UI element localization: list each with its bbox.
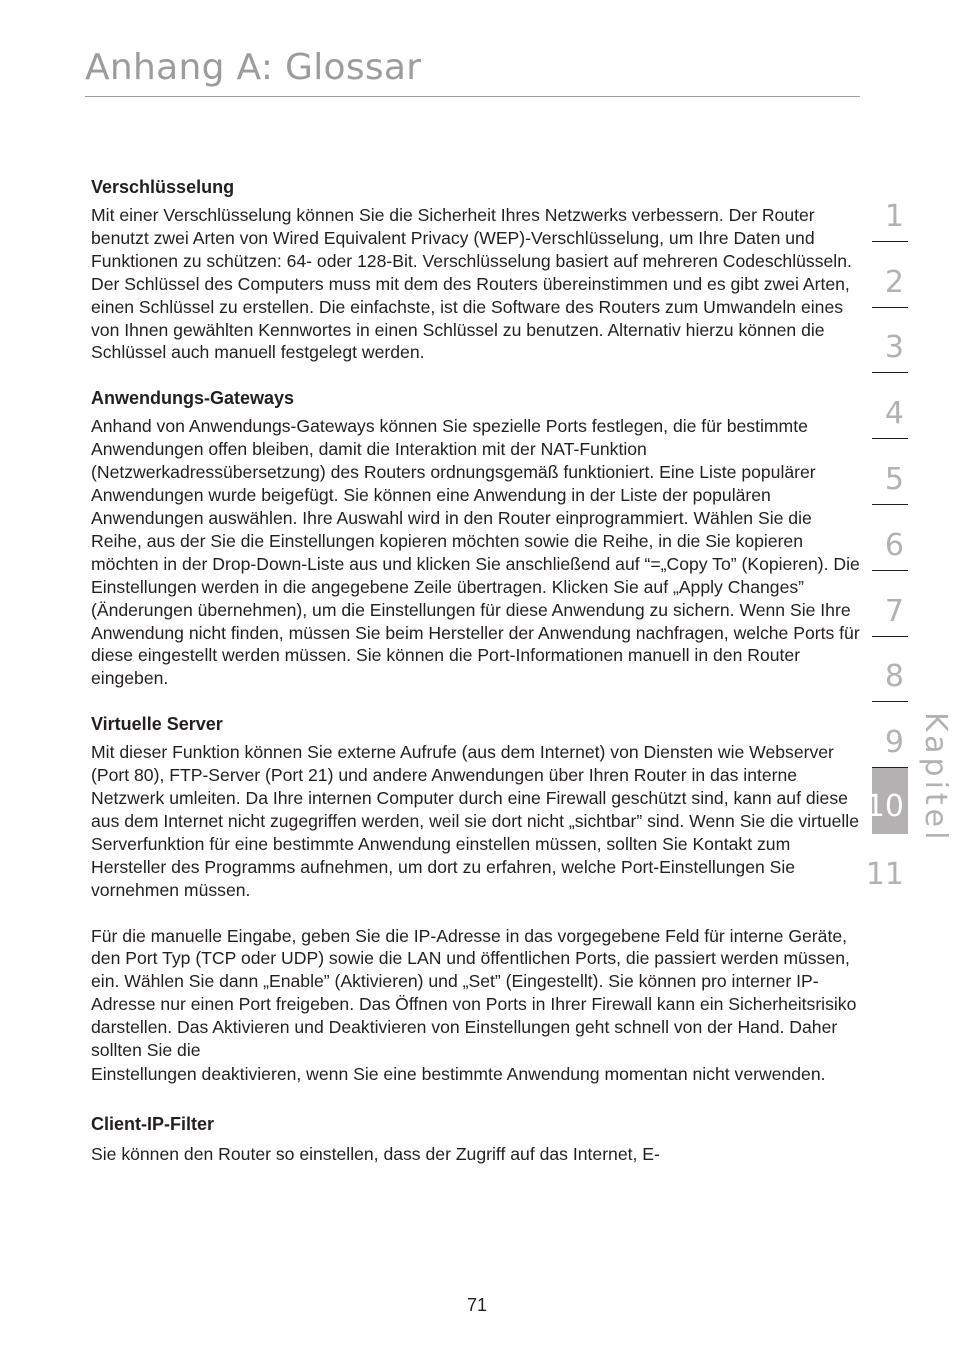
section-virtuelle-server xyxy=(91,712,866,1086)
page-number: 71 xyxy=(466,1295,488,1315)
chapter-item-7[interactable] xyxy=(872,571,908,637)
chapter-number: 9 xyxy=(884,725,904,761)
chapter-number: 1 xyxy=(884,198,904,234)
chapter-item-3[interactable] xyxy=(872,308,908,374)
section-paragraph: Einstellungen deaktivieren, wenn Sie eine bestimmte Anwendung momentan nicht verwenden. xyxy=(91,1064,826,1084)
section-paragraph: Mit dieser Funktion können Sie externe Aufrufe (aus dem Internet) von Diensten wie Webserver (Port 80), FTP-Server (Port 21) und andere Anwendungen über Ihren Router in das interne Netzwerk umleiten. Da Ihre internen Computer durch eine Firewall geschützt sind, kann auf diese aus dem Internet nicht zugegriffen werden, weil sie dort nicht „sichtbar” sind. Wenn Sie die virtuelle Serverfunktion für eine bestimmte Anwendung einstellen müssen, sollten Sie Kontakt zum Hersteller des Programms aufnehmen, um dort zu erfahren, welche Port-Einstellungen Sie vornehmen müssen. xyxy=(91,742,859,900)
page-title: Anhang A: Glossar xyxy=(85,47,422,88)
chapter-number: 3 xyxy=(884,330,904,366)
main-content xyxy=(91,175,866,1165)
section-heading: Client-IP-Filter xyxy=(91,1113,215,1134)
section-paragraph: Mit einer Verschlüsselung können Sie die Sicherheit Ihres Netzwerks verbessern. Der Router benutzt zwei Arten von Wired Equivalent Privacy (WEP)-Verschlüsselung, um Ihre Daten und Funktionen zu schützen: 64- oder 128-Bit. Verschlüsselung basiert auf mehreren Codeschlüsseln. Der Schlüssel des Computers muss mit dem des Routers übereinstimmen und es gibt zwei Arten, einen Schlüssel zu erstellen. Die einfachste, ist die Software des Routers zum Umwandeln eines von Ihnen gewählten Kennwortes in einen Schlüssel zu benutzen. Alternativ hierzu können die Schlüssel auch manuell festgelegt werden. xyxy=(91,205,852,363)
chapter-number: 8 xyxy=(884,659,904,695)
section-anwendungs-gateways xyxy=(91,386,866,690)
section-paragraph: Für die manuelle Eingabe, geben Sie die IP-Adresse in das vorgegebene Feld für interne Geräte, den Port Typ (TCP oder UDP) sowie die LAN und öffentlichen Ports, die passiert werden müssen, ein. Wählen Sie dann „Enable” (Aktivieren) und „Set” (Eingestellt). Sie können pro interner IP-Adresse nur einen Port freigeben. Das Öffnen von Ports in Ihrer Firewall kann ein Sicherheitsrisiko darstellen. Das Aktivieren und Deaktivieren von Einstellungen geht schnell von der Hand. Daher sollten Sie die xyxy=(91,925,857,1061)
chapter-item-6[interactable] xyxy=(872,505,908,571)
chapter-number: 5 xyxy=(884,461,904,497)
chapter-number: 11 xyxy=(865,856,904,892)
chapter-number: 7 xyxy=(884,593,904,629)
section-paragraph: Sie können den Router so einstellen, dass der Zugriff auf das Internet, E- xyxy=(91,1143,660,1164)
chapter-number: 10 xyxy=(865,788,904,824)
chapter-number: 6 xyxy=(884,527,904,563)
chapter-number: 2 xyxy=(884,264,904,300)
section-heading: Virtuelle Server xyxy=(91,714,223,735)
section-verschluesselung xyxy=(91,175,866,364)
chapter-item-10-active[interactable] xyxy=(865,768,908,834)
chapter-number: 4 xyxy=(884,396,904,432)
section-client-ip-filter xyxy=(91,1112,866,1166)
chapter-item-9[interactable] xyxy=(872,702,908,768)
section-heading: Anwendungs-Gateways xyxy=(91,388,295,409)
chapter-nav xyxy=(865,176,908,900)
chapter-item-2[interactable] xyxy=(872,242,908,308)
section-heading: Verschlüsselung xyxy=(91,177,235,197)
section-paragraph: Anhand von Anwendungs-Gateways können Sie spezielle Ports festlegen, die für bestimmte Anwendungen offen bleiben, damit die Interaktion mit der NAT-Funktion (Netzwerkadressübersetzung) des Routers ordnungsgemäß funktioniert. Eine Liste populärer Anwendungen wurde beigefügt. Sie können eine Anwendung in der Liste der populären Anwendungen auswählen. Ihre Auswahl wird in den Router einprogrammiert. Wählen Sie die Reihe, aus der Sie die Einstellungen kopieren möchten sowie die Reihe, in die Sie kopieren möchten in der Drop-Down-Liste aus und klicken Sie anschließend auf “=„Copy To” (Kopieren). Die Einstellungen werden in die angegebene Zeile übertragen. Klicken Sie auf „Apply Changes” (Änderungen übernehmen), um die Einstellungen für diese Anwendung zu sichern. Wenn Sie Ihre Anwendung nicht finden, müssen Sie beim Hersteller der Anwendung nachfragen, welche Ports für diese eingestellt werden müssen. Sie können die Port-Informationen manuell in den Router eingeben. xyxy=(91,416,860,689)
chapter-item-11[interactable] xyxy=(865,834,908,900)
chapter-item-5[interactable] xyxy=(872,439,908,505)
chapter-item-1[interactable] xyxy=(872,176,908,242)
chapter-item-8[interactable] xyxy=(872,637,908,703)
chapter-item-4[interactable] xyxy=(872,373,908,439)
title-divider xyxy=(85,96,860,97)
chapter-label: Kapitel xyxy=(918,712,953,844)
